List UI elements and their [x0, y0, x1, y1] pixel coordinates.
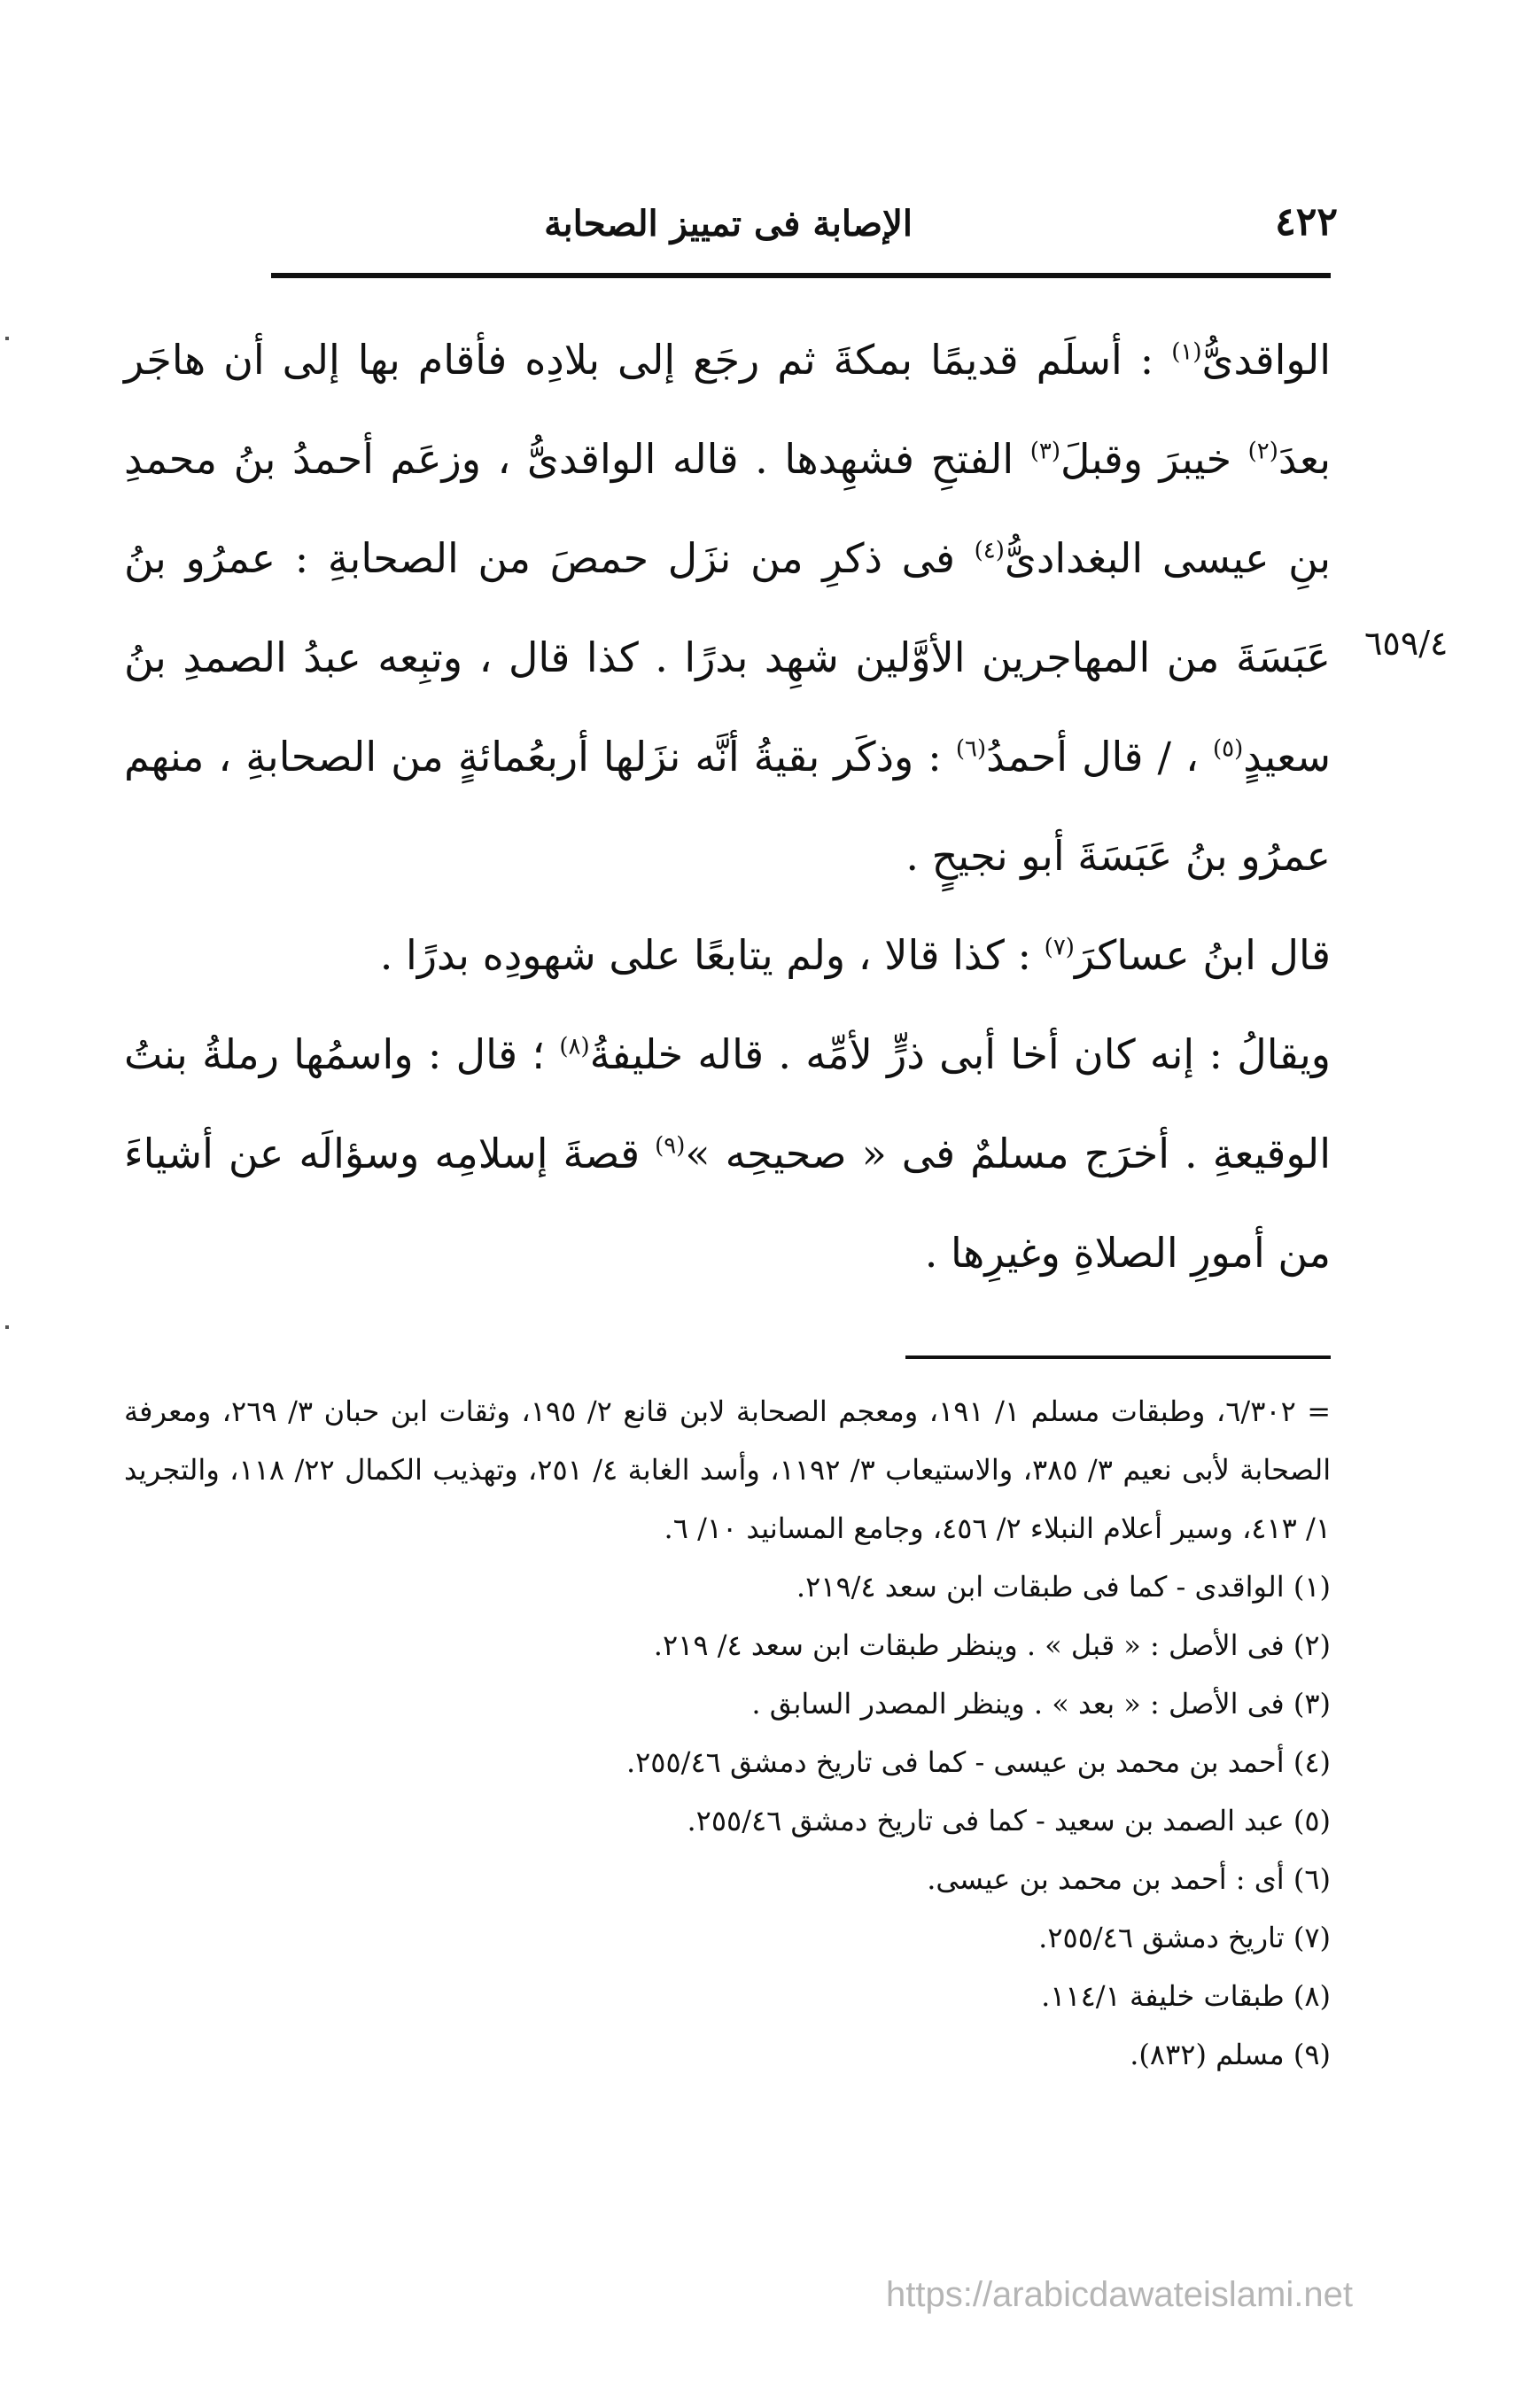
footnote-ref-7[interactable]: (٧)	[1044, 934, 1075, 961]
footnote-ref-5[interactable]: (٥)	[1212, 735, 1244, 763]
footnote-continuation: = ٦/٣٠٢، وطبقات مسلم ١/ ١٩١، ومعجم الصحابة لابن قانع ٢/ ١٩٥، وثقات ابن حبان ٣/ ٢٦٩، ومعرفة الصحابة لأبى نعيم ٣/ ٣٨٥، والاستيعاب ٣/ ١١٩٢، وأسد الغابة ٤/ ٢٥١، وتهذيب الكمال ٢٢/ ١١٨، والتجريد ١/ ٤١٣، وسير أعلام النبلاء ٢/ ٤٥٦، وجامع المسانيد ١٠/ ٦.	[124, 1394, 1332, 1545]
footnote-7: (٧) تاريخ دمشق ٢٥٥/٤٦.	[1038, 1921, 1331, 1954]
footnote-6: (٦) أى : أحمد بن محمد بن عيسى.	[927, 1862, 1331, 1896]
margin-volume-page-reference: ٦٥٩/٤	[1364, 624, 1449, 663]
scan-speck	[5, 337, 9, 340]
footnote-8: (٨) طبقات خليفة ١١٤/١.	[1041, 1979, 1331, 2013]
text-segment: الفتحِ فشهِدها . قاله الواقدىُّ ، وزعَم أحمدُ بنُ محمدِ بنِ عيسى البغدادىُّ	[124, 435, 1331, 582]
scan-speck	[5, 1325, 9, 1329]
footnote-ref-3[interactable]: (٣)	[1029, 438, 1060, 465]
footnote-ref-9[interactable]: (٩)	[655, 1132, 686, 1160]
page-number: ٤٢٢	[1275, 199, 1338, 245]
footnote-ref-1[interactable]: (١)	[1171, 338, 1202, 366]
page-header	[275, 199, 1338, 261]
text-segment: ؛ قال : واسمُها رملةُ بنتُ الوقيعةِ . أخرَج مسلمٌ فى « صحيحِه »	[124, 1030, 1331, 1177]
footnote-ref-8[interactable]: (٨)	[559, 1033, 590, 1060]
footnote-separator	[905, 1355, 1331, 1359]
text-segment: الواقدىُّ	[1201, 336, 1331, 384]
footnote-ref-4[interactable]: (٤)	[974, 537, 1005, 564]
text-segment: فى ذكرِ من نزَل حمصَ من الصحابةِ : عمرُو بنُ عَبَسَةَ من المهاجرين الأوَّلين شهِد بدرًا . كذا قال ، وتبِعه عبدُ الصمدِ بنُ سعيدٍ	[124, 534, 1332, 781]
footnote-ref-6[interactable]: (٦)	[955, 735, 987, 763]
footnote-4: (٤) أحمد بن محمد بن عيسى - كما فى تاريخ دمشق ٢٥٥/٤٦.	[625, 1745, 1331, 1779]
footnote-5: (٥) عبد الصمد بن سعيد - كما فى تاريخ دمشق ٢٥٥/٤٦.	[687, 1804, 1331, 1837]
footnote-ref-2[interactable]: (٢)	[1247, 438, 1278, 465]
text-segment: ، / قال أحمدُ	[986, 733, 1213, 781]
footnotes	[124, 1382, 1331, 2084]
text-segment: قال ابنُ عساكرَ	[1074, 931, 1331, 979]
text-segment: : كذا قالا ، ولم يتابعًا على شهودِه بدرًا .	[379, 931, 1045, 979]
footnote-3: (٣) فى الأصل : « بعد » . وينظر المصدر السابق .	[751, 1687, 1331, 1721]
watermark-url: https://arabicdawateislami.net	[886, 2275, 1353, 2314]
footnote-2: (٢) فى الأصل : « قبل » . وينظر طبقات ابن سعد ٤/ ٢١٩.	[653, 1628, 1331, 1662]
header-rule	[271, 273, 1331, 278]
text-segment: : أسلَم قديمًا بمكةَ ثم رجَع إلى بلادِه فأقام بها إلى أن هاجَر بعدَ	[124, 336, 1331, 483]
running-title: الإصابة فى تمييز الصحابة	[544, 203, 913, 245]
paragraph-2	[124, 905, 1331, 1005]
footnote-9: (٩) مسلم (٨٣٢).	[1130, 2038, 1331, 2071]
text-segment: : وذكَر بقيةُ أنَّه نزَلها أربعُمائةٍ من الصحابةِ ، منهم عمرُو بنُ عَبَسَةَ أبو نجيحٍ .	[124, 733, 1331, 880]
footnote-1: (١) الواقدى - كما فى طبقات ابن سعد ٢١٩/٤.	[796, 1570, 1331, 1604]
paragraph-3	[124, 1005, 1331, 1302]
text-segment: خيبرَ وقبلَ	[1060, 435, 1248, 483]
text-segment: قصةَ إسلامِه وسؤالَه عن أشياءَ من أمورِ الصلاةِ وغيرِها .	[124, 1130, 1331, 1277]
paragraph-1	[124, 310, 1331, 905]
text-segment: ويقالُ : إنه كان أخا أبى ذرٍّ لأمِّه . قاله خليفةُ	[589, 1030, 1331, 1078]
main-text	[124, 310, 1331, 1302]
